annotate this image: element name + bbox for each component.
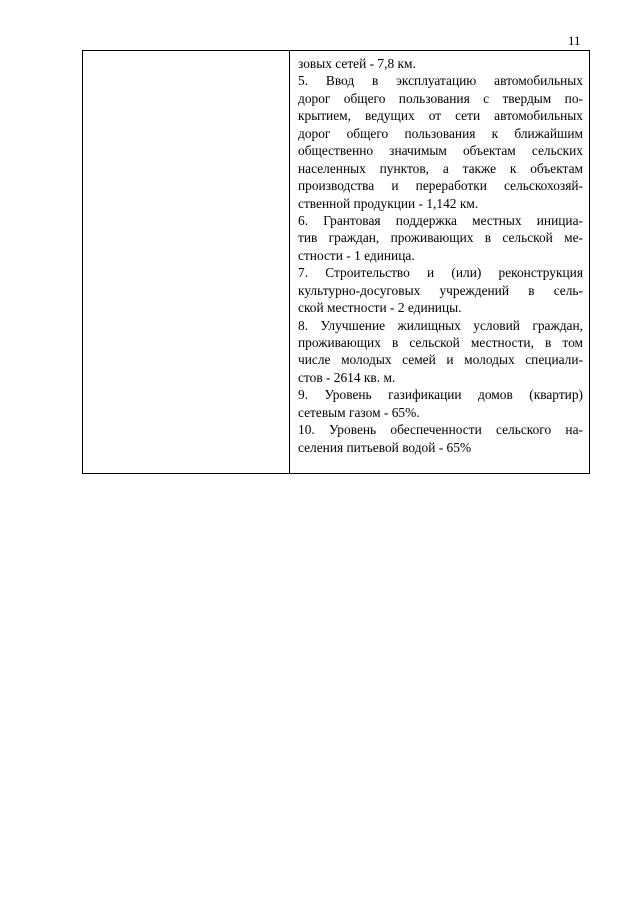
text-line: 8. Улучшение жилищных условий граждан, xyxy=(298,317,583,333)
text-line: крытием, ведущих от сети автомобильных xyxy=(298,108,583,124)
text-line: тив граждан, проживающих в сельской ме- xyxy=(298,230,583,246)
text-line: сетевым газом - 65%. xyxy=(298,404,420,420)
text-line: производства и переработки сельскохозяй- xyxy=(298,178,583,194)
text-line: культурно-досуговых учреждений в сель- xyxy=(298,282,583,298)
text-line: 9. Уровень газификации домов (квартир) xyxy=(298,387,583,403)
text-line: 5. Ввод в эксплуатацию автомобильных xyxy=(298,73,583,89)
text-line: общественно значимым объектам сельских xyxy=(298,143,583,159)
text-line: числе молодых семей и молодых специали- xyxy=(298,352,583,368)
text-line: стов - 2614 кв. м. xyxy=(298,369,396,385)
text-line: 6. Грантовая поддержка местных инициа- xyxy=(298,212,583,228)
text-line: ской местности - 2 единицы. xyxy=(298,300,462,316)
page-number: 11 xyxy=(568,33,581,48)
text-line: 7. Строительство и (или) реконструкция xyxy=(298,265,583,281)
text-line: дорог общего пользования к ближайшим xyxy=(298,125,583,141)
text-line: стности - 1 единица. xyxy=(298,247,415,263)
text-line: зовых сетей - 7,8 км. xyxy=(298,56,416,71)
text-line: населенных пунктов, а также к объектам xyxy=(298,160,583,176)
text-line: 10. Уровень обеспеченности сельского на- xyxy=(298,422,583,438)
text-line: дорог общего пользования с твердым по- xyxy=(298,90,583,106)
document-table xyxy=(82,50,590,474)
table-cell-left xyxy=(83,51,290,473)
text-line: селения питьевой водой - 65% xyxy=(298,439,472,455)
indicator-text-block xyxy=(298,55,583,456)
text-line: ственной продукции - 1,142 км. xyxy=(298,195,479,211)
text-line: проживающих в сельской местности, в том xyxy=(298,335,583,350)
table-cell-right xyxy=(290,51,589,473)
